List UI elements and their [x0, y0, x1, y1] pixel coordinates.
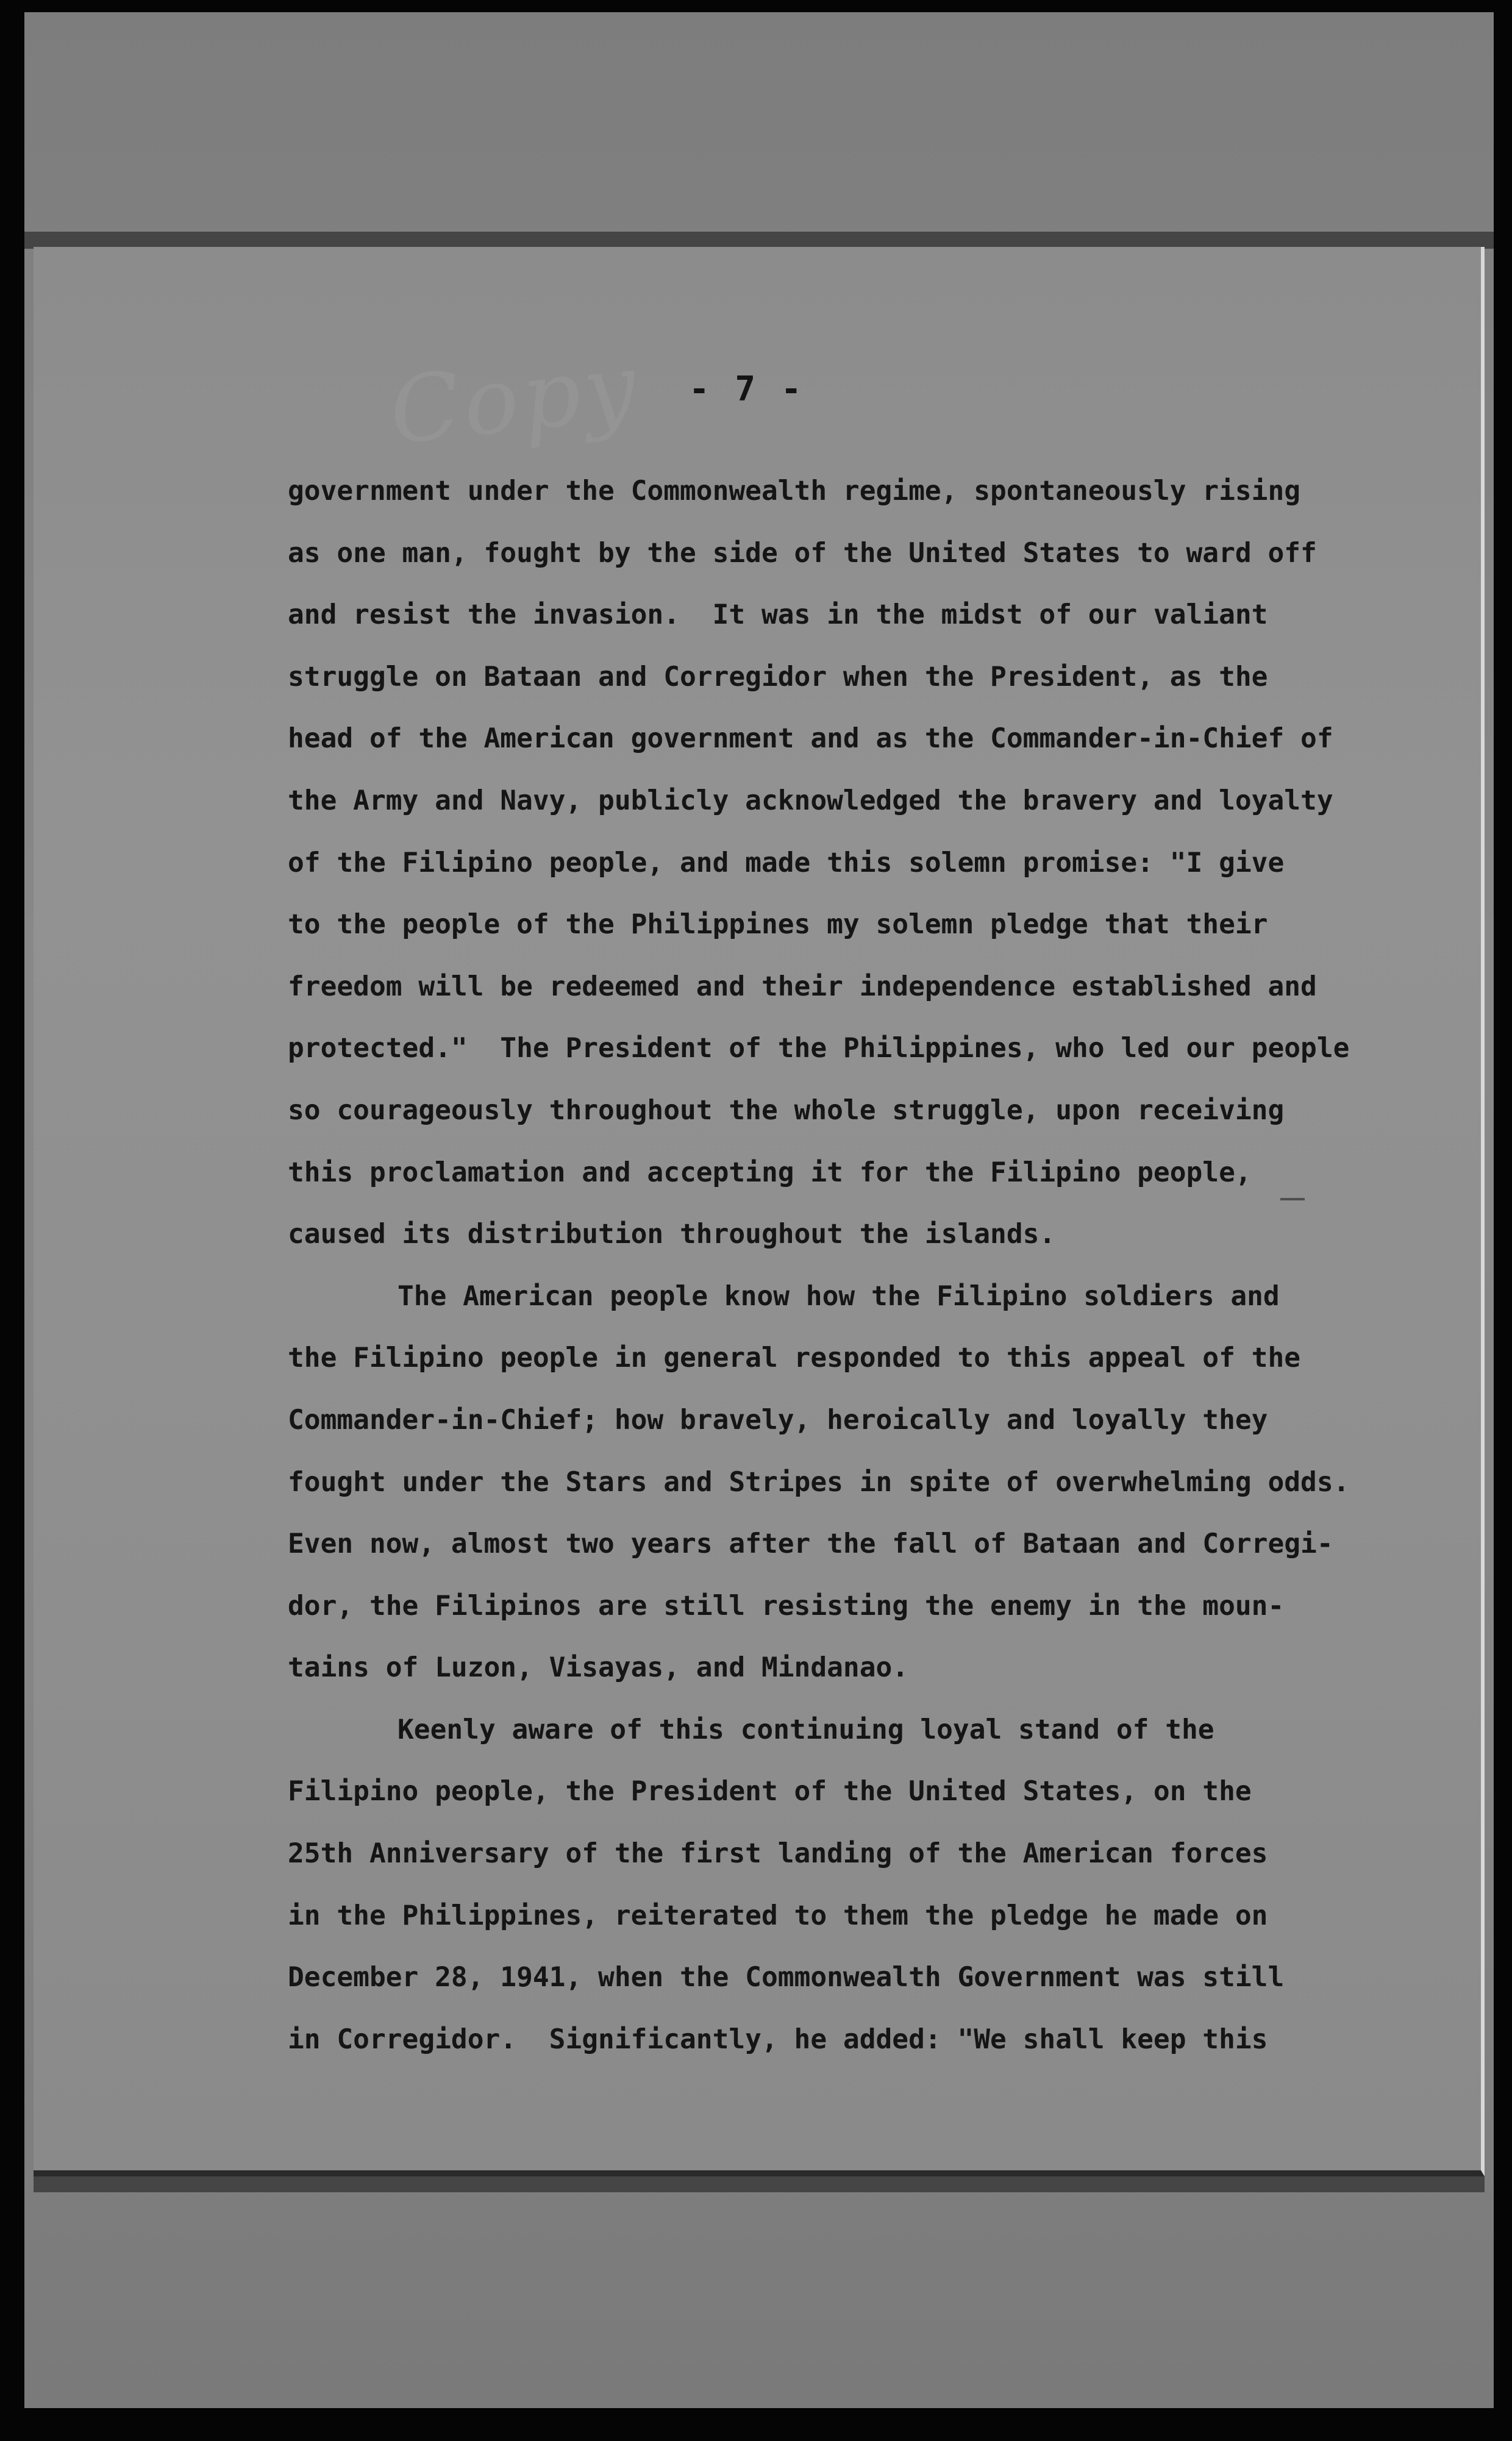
text-line: as one man, fought by the side of the United States to ward off — [288, 537, 1317, 569]
text-line: of the Filipino people, and made this solemn promise: "I give — [288, 847, 1285, 878]
text-line: fought under the Stars and Stripes in spite of overwhelming odds. — [288, 1466, 1350, 1498]
text-line: struggle on Bataan and Corregidor when the President, as the — [288, 661, 1268, 693]
text-line: December 28, 1941, when the Commonwealth Government was still — [288, 1962, 1285, 1994]
text-line: this proclamation and accepting it for the Filipino people, — [288, 1156, 1252, 1188]
text-line: Even now, almost two years after the fall of Bataan and Corregi- — [288, 1528, 1333, 1560]
text-line: The American people know how the Filipino soldiers and — [398, 1280, 1280, 1312]
faint-stamp: Copy — [385, 333, 644, 465]
text-line: protected." The President of the Philippines, who led our people — [288, 1033, 1350, 1064]
text-line: Commander-in-Chief; how bravely, heroically and loyally they — [288, 1404, 1268, 1436]
text-line: caused its distribution throughout the islands. — [288, 1219, 1056, 1250]
text-line: government under the Commonwealth regime, spontaneously rising — [288, 476, 1301, 507]
backing-page-edge — [24, 232, 1494, 249]
margin-mark — [1280, 1198, 1305, 1200]
text-line: in the Philippines, reiterated to them the pledge he made on — [288, 1900, 1268, 1931]
text-line: Keenly aware of this continuing loyal stand of the — [398, 1714, 1214, 1745]
page-bottom-shadow — [34, 2176, 1485, 2192]
text-line: freedom will be redeemed and their independence established and — [288, 971, 1317, 1002]
text-line: tains of Luzon, Visayas, and Mindanao. — [288, 1652, 909, 1684]
text-line: to the people of the Philippines my solemn pledge that their — [288, 909, 1268, 941]
text-line: in Corregidor. Significantly, he added: "We shall keep this — [288, 2023, 1268, 2055]
text-line: 25th Anniversary of the first landing of the American forces — [288, 1838, 1268, 1870]
text-line: so courageously throughout the whole struggle, upon receiving — [288, 1094, 1285, 1126]
text-line: the Filipino people in general responded to this appeal of the — [288, 1342, 1301, 1374]
text-line: dor, the Filipinos are still resisting the enemy in the moun- — [288, 1590, 1285, 1622]
text-line: Filipino people, the President of the United States, on the — [288, 1776, 1252, 1808]
text-line: and resist the invasion. It was in the midst of our valiant — [288, 599, 1268, 631]
body-text — [288, 460, 1350, 2070]
text-line: the Army and Navy, publicly acknowledged the bravery and loyalty — [288, 785, 1333, 816]
page-number: - 7 - — [689, 369, 804, 409]
text-line: head of the American government and as the Commander-in-Chief of — [288, 723, 1333, 755]
